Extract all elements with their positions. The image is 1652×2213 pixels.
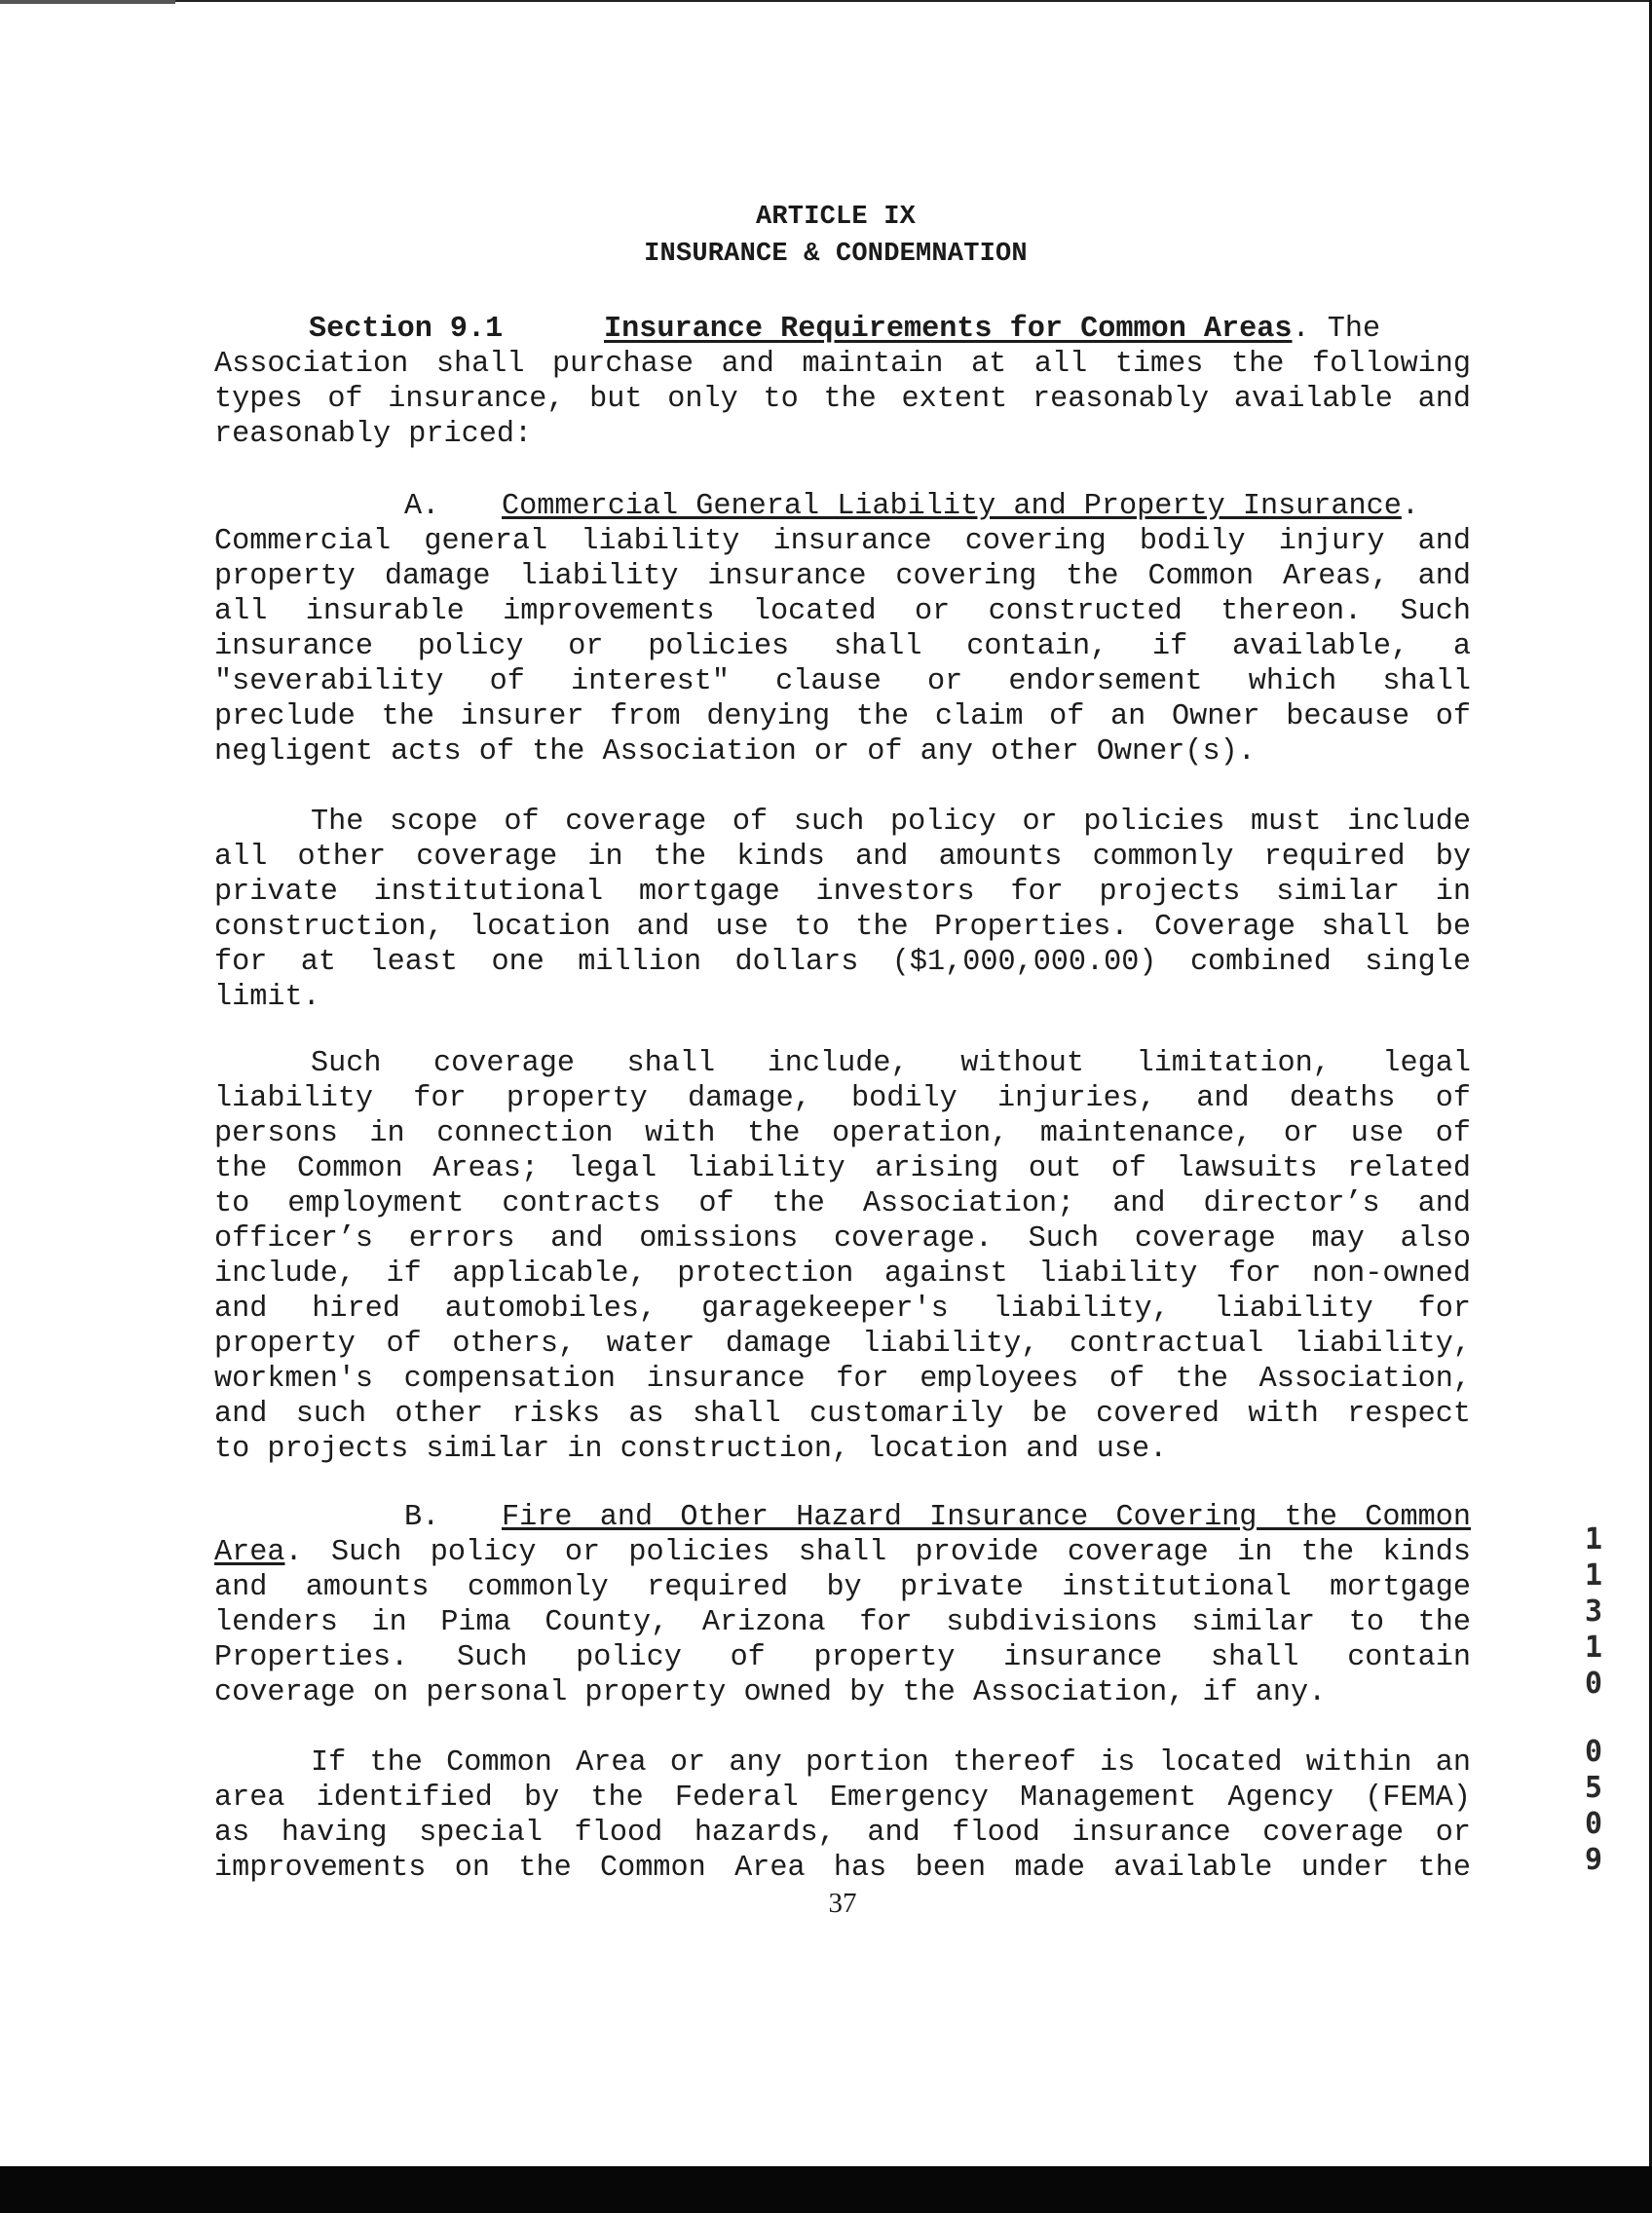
text-line: for at least one million dollars ($1,000,000.00) combined single bbox=[214, 946, 1471, 979]
stamp-digit: 3 bbox=[1584, 1594, 1603, 1629]
paragraph-flood bbox=[214, 1745, 1471, 1886]
text-line: insurance policy or policies shall contain, if available, a bbox=[214, 630, 1471, 663]
text-line: Association shall purchase and maintain at all times the following bbox=[214, 348, 1471, 381]
text-line: preclude the insurer from denying the claim of an Owner because of bbox=[214, 700, 1471, 733]
paragraph-coverage bbox=[214, 1046, 1471, 1467]
article-subheading: INSURANCE & CONDEMNATION bbox=[644, 240, 1028, 269]
text-line: negligent acts of the Association or of any other Owner(s). bbox=[214, 735, 1256, 769]
text-line: include, if applicable, protection against liability for non-owned bbox=[214, 1257, 1471, 1291]
top-scan-mark bbox=[0, 0, 175, 4]
text-line: the Common Areas; legal liability arising out of lawsuits related bbox=[214, 1152, 1471, 1185]
text-line: reasonably priced: bbox=[214, 418, 533, 451]
text-line: limit. bbox=[214, 981, 320, 1014]
text-line: coverage on personal property owned by the Association, if any. bbox=[214, 1676, 1327, 1709]
stamp-digit: 1 bbox=[1584, 1558, 1603, 1593]
item-a bbox=[214, 489, 1471, 769]
paragraph-scope bbox=[214, 805, 1471, 1015]
item-a-title-end: . bbox=[1401, 490, 1420, 523]
text-line: Properties. Such policy of property insurance shall contain bbox=[214, 1641, 1471, 1674]
text-line: "severability of interest" clause or endorsement which shall bbox=[214, 665, 1471, 698]
item-letter: B. bbox=[404, 1501, 440, 1534]
text-line: to projects similar in construction, location and use. bbox=[214, 1433, 1168, 1466]
item-letter: A. bbox=[404, 490, 440, 523]
text-line: area identified by the Federal Emergency Management Agency (FEMA) bbox=[214, 1782, 1471, 1815]
text-line: lenders in Pima County, Arizona for subdivisions similar to the bbox=[214, 1606, 1471, 1639]
text-line: persons in connection with the operation, maintenance, or use of bbox=[214, 1117, 1471, 1150]
recording-stamp-upper bbox=[1574, 1521, 1613, 1702]
stamp-digit: 1 bbox=[1584, 1631, 1603, 1665]
section-title: Insurance Requirements for Common Areas bbox=[604, 313, 1293, 346]
text-line: types of insurance, but only to the extent reasonably available and bbox=[214, 383, 1471, 416]
section-heading-tail: . The bbox=[1292, 313, 1381, 346]
text-line: and such other risks as shall customarily be covered with respect bbox=[214, 1398, 1471, 1431]
section-label: Section 9.1 bbox=[309, 313, 504, 346]
item-b-heading-line bbox=[214, 1500, 1471, 1535]
text-line: property damage liability insurance covering the Common Areas, and bbox=[214, 560, 1471, 593]
stamp-digit: 5 bbox=[1584, 1771, 1603, 1805]
article-heading: ARTICLE IX bbox=[755, 203, 917, 232]
stamp-digit: 0 bbox=[1584, 1735, 1603, 1769]
text-line: construction, location and use to the Properties. Coverage shall be bbox=[214, 911, 1471, 944]
text-line: The scope of coverage of such policy or policies must include bbox=[311, 806, 1471, 839]
text-line: private institutional mortgage investors for projects similar in bbox=[214, 876, 1471, 909]
text-line: property of others, water damage liability, contractual liability, bbox=[214, 1328, 1471, 1361]
bottom-scan-border bbox=[0, 2166, 1652, 2213]
text-line: liability for property damage, bodily injuries, and deaths of bbox=[214, 1082, 1471, 1115]
text-line: workmen's compensation insurance for employees of the Association, bbox=[214, 1363, 1471, 1396]
text-line: as having special flood hazards, and flood insurance coverage or bbox=[214, 1817, 1471, 1850]
stamp-digit: 0 bbox=[1584, 1667, 1603, 1701]
section-9-1-heading-line bbox=[214, 312, 1471, 347]
text-line: improvements on the Common Area has been made available under the bbox=[214, 1852, 1471, 1885]
item-a-title: Commercial General Liability and Property Insurance bbox=[502, 490, 1402, 523]
section-9-1 bbox=[214, 312, 1471, 452]
stamp-digit: 1 bbox=[1584, 1522, 1603, 1557]
text-line: Commercial general liability insurance covering bodily injury and bbox=[214, 525, 1471, 558]
stamp-digit: 9 bbox=[1584, 1843, 1603, 1877]
top-scan-edge bbox=[0, 0, 1652, 2]
stamp-digit: 0 bbox=[1584, 1807, 1603, 1841]
text-line: to employment contracts of the Association; and director’s and bbox=[214, 1187, 1471, 1220]
text-line: and amounts commonly required by private institutional mortgage bbox=[214, 1571, 1471, 1604]
item-a-heading-line bbox=[214, 489, 1471, 524]
item-b-title-continued: Area bbox=[214, 1536, 285, 1569]
text-line: officer’s errors and omissions coverage. Such coverage may also bbox=[214, 1222, 1471, 1256]
item-b bbox=[214, 1500, 1471, 1710]
text-line: all insurable improvements located or constructed thereon. Such bbox=[214, 595, 1471, 628]
text-line: Area. Such policy or policies shall provide coverage in the kinds bbox=[214, 1536, 1471, 1569]
text-line: Such coverage shall include, without limitation, legal bbox=[311, 1047, 1471, 1080]
text-line: all other coverage in the kinds and amounts commonly required by bbox=[214, 841, 1471, 874]
page-number: 37 bbox=[828, 1888, 857, 1919]
item-b-title: Fire and Other Hazard Insurance Covering the Common bbox=[502, 1501, 1471, 1534]
text-line: and hired automobiles, garagekeeper's liability, liability for bbox=[214, 1293, 1471, 1326]
text-line: If the Common Area or any portion thereof is located within an bbox=[311, 1746, 1471, 1780]
recording-stamp-lower bbox=[1574, 1734, 1613, 1878]
